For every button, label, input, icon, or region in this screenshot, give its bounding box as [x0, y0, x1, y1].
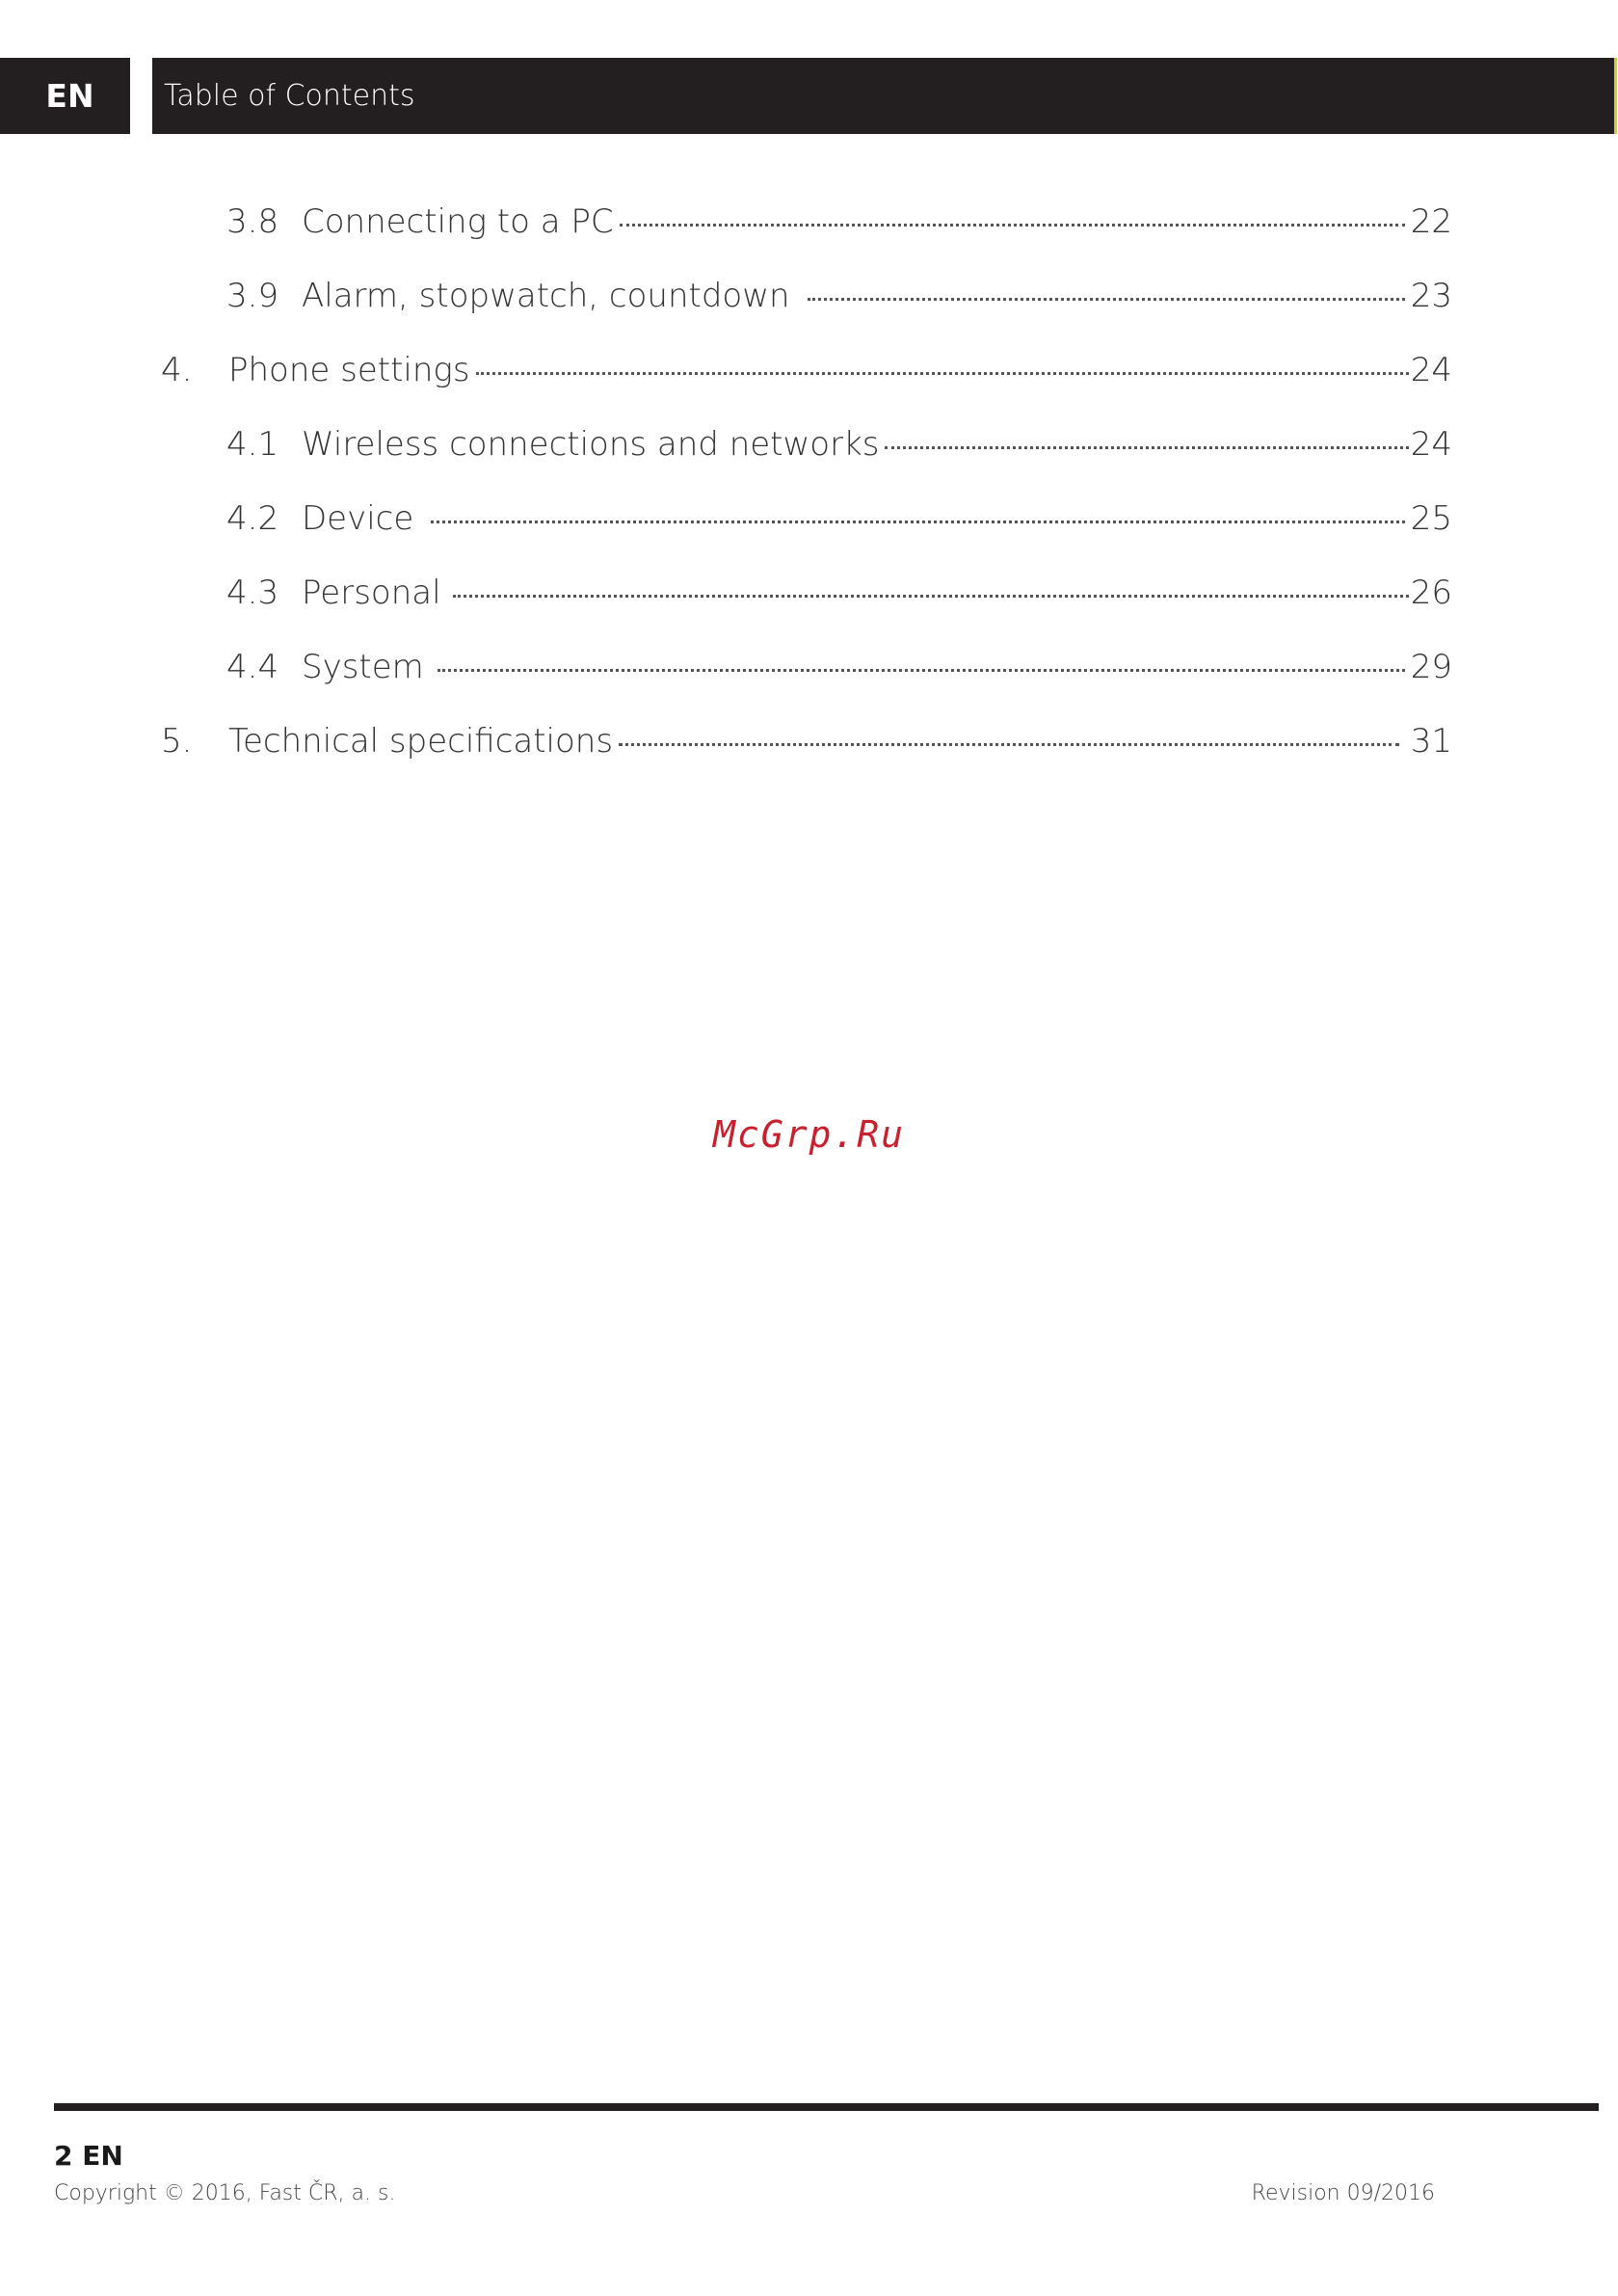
page-number-label: 2 EN — [54, 2140, 123, 2172]
toc-entry[interactable] — [161, 722, 1452, 770]
toc-entry-page: 29 — [1410, 648, 1452, 686]
toc-entry-title: Phone settings — [228, 351, 470, 389]
toc-entry-title: Connecting to a PC — [302, 202, 614, 241]
watermark: McGrp.Ru — [712, 1113, 906, 1156]
revision-text: Revision 09/2016 — [1251, 2181, 1435, 2205]
toc-entry[interactable] — [161, 351, 1452, 399]
toc-entry-title: Device — [302, 499, 414, 538]
toc-dot-leader — [619, 741, 1399, 746]
language-code: EN — [45, 77, 94, 115]
toc-dot-leader — [476, 370, 1409, 375]
toc-entry[interactable] — [226, 574, 1452, 622]
toc-entry-page: 26 — [1410, 574, 1452, 612]
toc-entry-page: 25 — [1410, 499, 1452, 538]
toc-entry-page: 22 — [1410, 202, 1452, 241]
toc-dot-leader — [431, 519, 1404, 523]
header-accent-line — [1614, 58, 1617, 134]
toc-entry[interactable] — [226, 202, 1452, 251]
copyright-text: Copyright © 2016, Fast ČR, a. s. — [54, 2181, 396, 2205]
toc-entry-title: Wireless connections and networks — [302, 425, 880, 464]
toc-entry-number: 5. — [161, 722, 193, 761]
toc-entry-page: 31 — [1410, 722, 1452, 761]
toc-entry-page: 23 — [1410, 277, 1452, 315]
toc-entry[interactable] — [226, 648, 1452, 696]
toc-entry-title: System — [302, 648, 424, 686]
language-badge — [0, 58, 130, 134]
toc-dot-leader — [885, 444, 1408, 449]
toc-entry-number: 4.4 — [226, 648, 279, 686]
header-bar — [152, 58, 1614, 134]
toc-entry[interactable] — [226, 277, 1452, 325]
toc-dot-leader — [620, 222, 1405, 227]
toc-entry-page: 24 — [1410, 351, 1452, 389]
toc-entry-number: 3.9 — [226, 277, 279, 315]
toc-dot-leader — [438, 667, 1405, 672]
toc-entry-number: 4.1 — [226, 425, 279, 464]
toc-entry[interactable] — [226, 499, 1452, 547]
toc-entry-number: 3.8 — [226, 202, 279, 241]
toc-entry-number: 4.2 — [226, 499, 279, 538]
toc-entry-number: 4.3 — [226, 574, 279, 612]
toc-entry[interactable] — [226, 425, 1452, 473]
toc-dot-leader — [453, 593, 1409, 598]
toc-entry-number: 4. — [161, 351, 193, 389]
toc-dot-leader — [808, 296, 1405, 301]
toc-entry-title: Alarm, stopwatch, countdown — [302, 277, 790, 315]
toc-entry-page: 24 — [1410, 425, 1452, 464]
toc-entry-title: Personal — [302, 574, 441, 612]
section-title: Table of Contents — [164, 79, 415, 113]
footer-rule — [54, 2103, 1599, 2111]
toc-entry-title: Technical specifications — [228, 722, 614, 761]
